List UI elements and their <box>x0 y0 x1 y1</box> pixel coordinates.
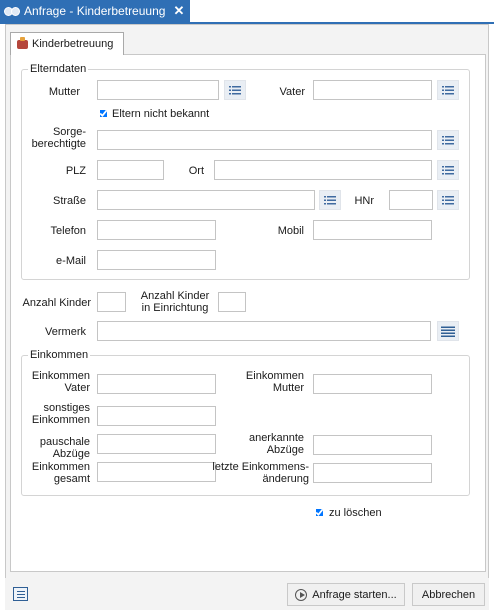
window-title: Anfrage - Kinderbetreuung <box>24 4 166 18</box>
letzte-einkommensaenderung-label: letzte Einkommens- änderung <box>212 461 309 485</box>
anerkannte-abzuege-field[interactable] <box>313 435 432 455</box>
mobil-field[interactable] <box>313 220 432 240</box>
vater-field[interactable] <box>313 80 432 100</box>
list-lookup-icon <box>442 195 454 205</box>
pauschale-abzuege-label: pauschale Abzüge <box>39 436 90 460</box>
list-lookup-icon <box>442 85 454 95</box>
einkommen-gesamt-field[interactable] <box>97 462 216 482</box>
list-lookup-icon <box>442 135 454 145</box>
close-icon[interactable]: ✕ <box>173 3 185 18</box>
vermerk-label: Vermerk <box>45 326 86 338</box>
mobil-label: Mobil <box>277 225 304 237</box>
mutter-lookup-button[interactable] <box>224 80 246 100</box>
strasse-lookup-button[interactable] <box>319 190 341 210</box>
eltern-nicht-bekannt-checkbox[interactable] <box>98 108 109 119</box>
letzte-einkommensaenderung-field[interactable] <box>313 463 432 483</box>
elterndaten-group-label: Elterndaten <box>30 63 87 75</box>
plz-field[interactable] <box>97 160 164 180</box>
anzahl-kinder-field[interactable] <box>97 292 126 312</box>
einkommen-gesamt-label: Einkommen gesamt <box>31 461 90 485</box>
zu-loeschen-label: zu löschen <box>329 507 382 519</box>
einkommen-mutter-field[interactable] <box>313 374 432 394</box>
sorgeberechtigte-field[interactable] <box>97 130 432 150</box>
eltern-nicht-bekannt-label: Eltern nicht bekannt <box>112 108 210 120</box>
einkommen-mutter-label: Einkommen Mutter <box>245 370 304 394</box>
einkommen-vater-field[interactable] <box>97 374 216 394</box>
anfrage-starten-label: Anfrage starten... <box>312 588 397 601</box>
document-list-icon[interactable] <box>13 587 28 601</box>
plz-label: PLZ <box>65 165 86 177</box>
tab-kinderbetreuung[interactable] <box>10 32 124 55</box>
vater-lookup-button[interactable] <box>437 80 459 100</box>
einkommen-group <box>21 349 470 496</box>
email-label: e-Mail <box>56 255 86 267</box>
anzahl-kinder-einrichtung-label: Anzahl Kinder in Einrichtung <box>140 290 210 314</box>
sonstiges-einkommen-field[interactable] <box>97 406 216 426</box>
sorgeberechtigte-lookup-button[interactable] <box>437 130 459 150</box>
hnr-label: HNr <box>354 195 374 207</box>
form-panel <box>10 54 486 572</box>
strasse-label: Straße <box>52 195 86 207</box>
list-lookup-icon <box>442 165 454 175</box>
sonstiges-einkommen-label: sonstiges Einkommen <box>31 402 90 426</box>
email-field[interactable] <box>97 250 216 270</box>
ort-label: Ort <box>188 165 204 177</box>
elterndaten-group <box>21 63 470 280</box>
abbrechen-button[interactable]: Abbrechen <box>412 583 485 606</box>
anerkannte-abzuege-label: anerkannte Abzüge <box>248 432 304 456</box>
binoculars-icon <box>4 5 20 17</box>
strasse-field[interactable] <box>97 190 315 210</box>
play-circle-icon <box>295 589 307 601</box>
ort-field[interactable] <box>214 160 432 180</box>
ort-lookup-button[interactable] <box>437 160 459 180</box>
tab-label: Kinderbetreuung <box>32 38 114 50</box>
vermerk-field[interactable] <box>97 321 431 341</box>
vater-label: Vater <box>279 86 305 98</box>
vermerk-notes-button[interactable] <box>437 321 459 341</box>
anfrage-starten-button[interactable] <box>287 583 405 606</box>
window-title-bar <box>0 0 190 22</box>
mutter-field[interactable] <box>97 80 219 100</box>
mutter-label: Mutter <box>48 86 80 98</box>
hnr-field[interactable] <box>389 190 433 210</box>
anzahl-kinder-einrichtung-field[interactable] <box>218 292 246 312</box>
sorgeberechtigte-label: Sorge- berechtigte <box>31 126 86 150</box>
einkommen-vater-label: Einkommen Vater <box>31 370 90 394</box>
notes-icon <box>441 326 455 337</box>
telefon-label: Telefon <box>50 225 86 237</box>
list-lookup-icon <box>324 195 336 205</box>
anzahl-kinder-label: Anzahl Kinder <box>22 297 91 309</box>
hnr-lookup-button[interactable] <box>437 190 459 210</box>
pauschale-abzuege-field[interactable] <box>97 434 216 454</box>
child-care-icon <box>17 40 28 49</box>
list-lookup-icon <box>229 85 241 95</box>
einkommen-group-label: Einkommen <box>30 349 89 361</box>
zu-loeschen-checkbox[interactable] <box>314 507 325 518</box>
telefon-field[interactable] <box>97 220 216 240</box>
